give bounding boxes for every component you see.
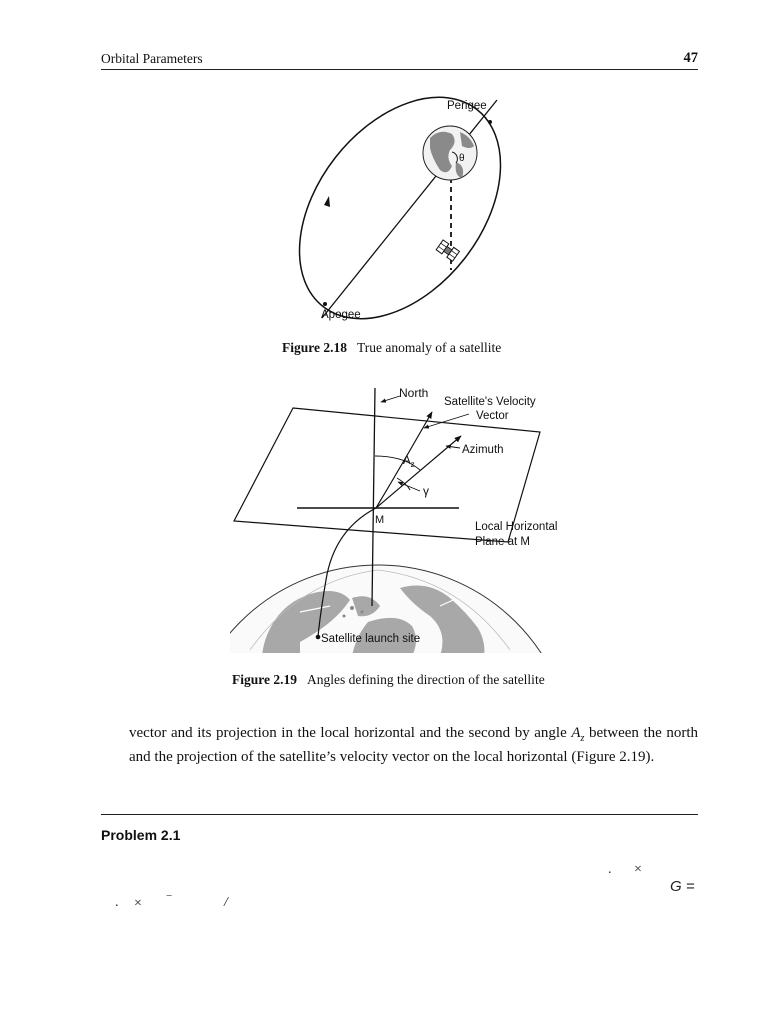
problem-heading: Problem 2.1 xyxy=(101,827,181,843)
perigee-point xyxy=(488,120,492,124)
az-symbol: $A_z$ xyxy=(571,725,585,744)
azimuth-label: Azimuth xyxy=(462,444,504,456)
problem-fragment-dot-a: . xyxy=(608,862,612,877)
plane-label-line1: Local Horizontal xyxy=(475,521,558,533)
problem-fragment-dot-b: . xyxy=(115,895,119,910)
orbit-direction-arrow xyxy=(324,196,330,207)
figure-2-19-text: Angles defining the direction of the satellite xyxy=(307,672,545,687)
velocity-label-line2: Vector xyxy=(476,410,509,422)
theta-label: θ xyxy=(459,153,465,164)
perigee-label: Perigee xyxy=(447,100,487,112)
apogee-label: Apogee xyxy=(321,309,361,321)
az-label: $A_z$ xyxy=(403,455,415,469)
problem-fragment-minus: − xyxy=(166,890,173,902)
problem-fragment-slash: / xyxy=(224,895,228,910)
azimuth-vector xyxy=(376,436,461,508)
north-pointer xyxy=(381,396,400,402)
section-divider xyxy=(101,814,698,815)
body-paragraph: vector and its projection in the local horizontal and the second by angle $A_z$ between the north and the projection of the satellite’s velocity vector on the local horizontal (Figure 2.19). xyxy=(129,725,698,765)
problem-fragment-times-b: × xyxy=(134,896,142,911)
running-head xyxy=(101,50,698,70)
problem-fragment-g-equals: G = xyxy=(670,878,695,895)
page-number: 47 xyxy=(683,50,698,66)
orbit-ellipse xyxy=(258,59,541,357)
figure-2-19-satellite-direction xyxy=(230,380,575,655)
m-label: M xyxy=(375,514,385,526)
problem-fragment-times-a: × xyxy=(634,862,642,877)
satellite-icon xyxy=(436,240,459,261)
gamma-label: γ xyxy=(423,484,429,498)
velocity-label-line1: Satellite's Velocity xyxy=(444,396,536,408)
launch-site-label: Satellite launch site xyxy=(321,633,421,645)
figure-2-19-caption xyxy=(232,672,545,688)
launch-site-point xyxy=(316,635,321,640)
figure-2-18-true-anomaly xyxy=(290,95,510,325)
apsides-line xyxy=(322,100,497,318)
figure-2-18-caption xyxy=(282,340,501,356)
figure-2-19-number: Figure 2.19 xyxy=(232,672,297,687)
north-label: North xyxy=(399,386,429,400)
plane-label-line2: Plane at M xyxy=(475,536,530,548)
section-title: Orbital Parameters xyxy=(101,51,203,66)
figure-2-18-text: True anomaly of a satellite xyxy=(357,340,502,355)
figure-2-18-number: Figure 2.18 xyxy=(282,340,347,355)
apogee-point xyxy=(323,302,327,306)
